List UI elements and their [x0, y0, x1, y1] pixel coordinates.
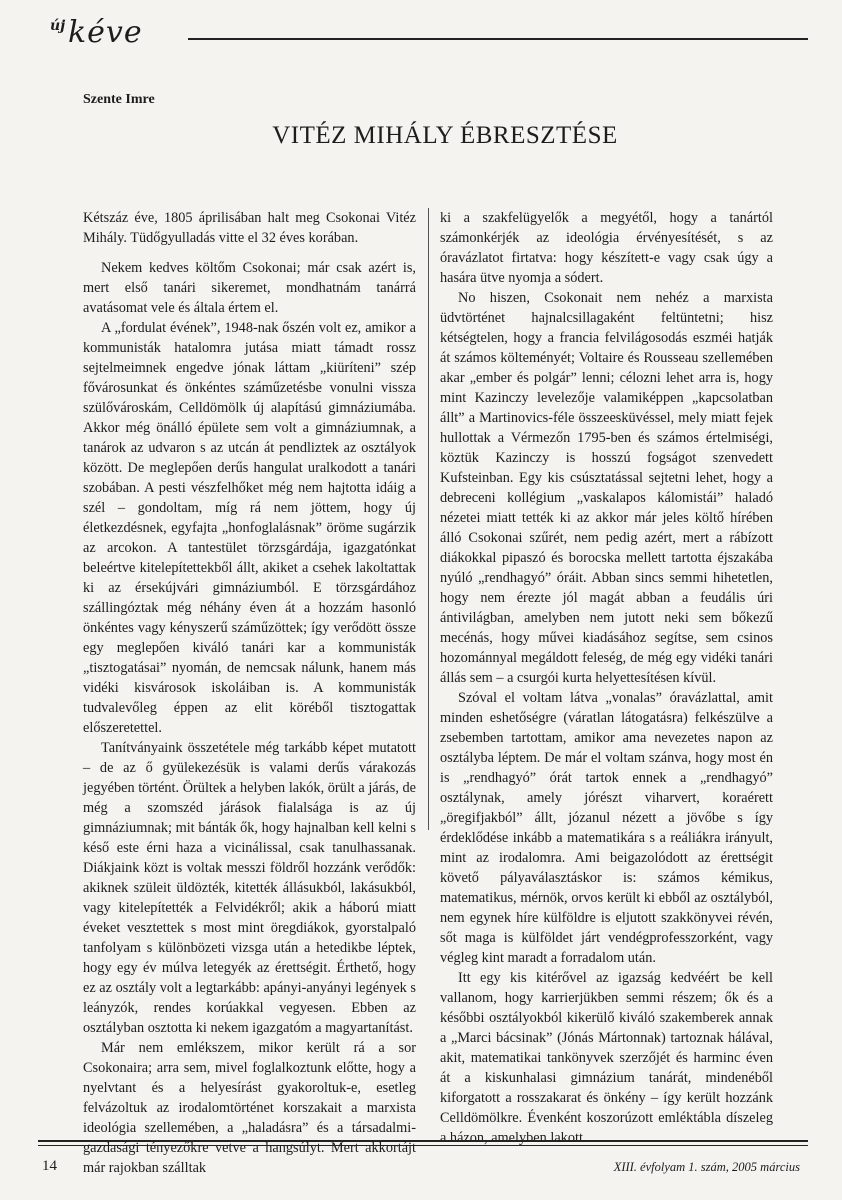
- right-column: [440, 208, 773, 1148]
- footer-rule: [38, 1140, 808, 1142]
- left-column: [83, 208, 416, 1178]
- paragraph: A „fordulat évének”, 1948-nak őszén volt ez, amikor a kommunisták hatalomra jutása miatt támadt rossz sejtelmeimnek engedve jónak láttam „kiüríteni” szép fővárosunkat és önkéntes száműzetésbe vonulni vissza szülővároskám, Celldömölk új alapítású gimnáziumába. Akkor még önálló épülete sem volt a gimnáziumnak, a tanárok az udvaron s az utcán át pendliztek az osztályok között. De meglepően derűs hangulat uralkodott a tanári szobában. A pesti vészfelhőket még nem hajtotta idáig a szél – gondoltam, míg rá nem jöttem, hogy új életkezdésnek, egyfajta „honfoglalásnak” öröme sugárzik az arcokon. A tantestület törzsgárdája, igazgatónkat beleértve kitelepítettekből állt, akiket a csehek lakoltattak ki az érsekújvári gimnáziumból. E törzsgárdához szállingóztak még néhány éven át a hozzám hasonló önkéntes vagy kényszerű száműzöttek; így verődött össze egy meglepően kiváló tanári kar a kommunisták „tisztogatásai” nyomán, de nemcsak nálunk, hanem más vidéki kisvárosok iskoláiban is. A kommunisták tudvalevőleg éppen az elit köréből tisztogattak előszeretettel.: [83, 320, 416, 736]
- paragraph: Nekem kedves költőm Csokonai; már csak azért is, mert első tanári sikeremet, mondhatnám tanárrá avatásomat vele és általa értem el.: [83, 260, 416, 316]
- article-title: VITÉZ MIHÁLY ÉBRESZTÉSE: [272, 122, 618, 149]
- paragraph: Már nem emlékszem, mikor került rá a sor Csokonaira; arra sem, mivel foglalkoztunk előtte, hogy a nyelvtant és a helyesírást gyakoroltuk-e, esetleg felvázoltuk az irodalomtörténet korszakait a marxista ideológia szellemében, a „haladásra” és a társadalmi-gazdasági tényezőkre vetve a hangsúlyt. Mert akkortájt már rajokban szálltak: [83, 1040, 416, 1176]
- issue-info: XIII. évfolyam 1. szám, 2005 március: [613, 1160, 800, 1174]
- paragraph: ki a szakfelügyelők a megyétől, hogy a tanártól számonkérjék az ideológia érvényesítését, s az óravázlatot firtatva: hogy készített-e vagy csak úgy a hasára ütve nyomja a sódert.: [440, 210, 773, 286]
- masthead-prefix: új: [50, 18, 66, 34]
- masthead-rule: [188, 38, 808, 40]
- footer-rule-thin: [38, 1145, 808, 1146]
- masthead-logo: kéve: [68, 15, 143, 50]
- paragraph: Szóval el voltam látva „vonalas” óravázlattal, amit minden eshetőségre (váratlan látogatásra) felkészülve a zsebemben tartottam, amikor ama nevezetes napon az osztályba léptem. De már el voltam szánva, hogy most én is „rendhagyó” órát tartok ennek a „rendhagyó” osztálynak, amely jórészt viharvert, koraérett „öregifjakból” állt, józanul nézett a jövőbe s így érdeklődése inkább a matematikára s a reáliákra irányult, mint az irodalomra. Ami beigazolódott az érettségit követő pályaválasztáskor is: számos kémikus, matematikus, mérnök, orvos került ki ebből az osztályból, nem egynek híre külföldre is eljutott szakkönyvei révén, sőt maga is külföldet járt vendégprofesszorként, vagy végleg kint maradt a forradalom után.: [440, 690, 773, 966]
- column-divider: [428, 208, 429, 830]
- paragraph: Kétszáz éve, 1805 áprilisában halt meg Csokonai Vitéz Mihály. Tüdőgyulladás vitte el 32 éves korában.: [83, 210, 416, 246]
- paragraph: Itt egy kis kitérővel az igazság kedvéért be kell vallanom, hogy karrierjükben semmi részem; ők és a későbbi osztályokból kikerülő kiváló szakemberek annak a „Marci bácsinak” (Jónás Mártonnak) tartoznak hálával, akit, matematikai tankönyvek szerzőjét és harminc éven át a kiskunhalasi gimnázium tanárát, mindenéből kiforgatott a rosszakarat és önkény – így került hozzánk Celldömölkre. Évenként koszorúzott emléktábla díszeleg a házon, amelyben lakott.: [440, 970, 773, 1146]
- article-author: Szente Imre: [83, 92, 155, 107]
- masthead: [38, 14, 808, 54]
- paragraph: No hiszen, Csokonait nem nehéz a marxista üdvtörténet hajnalcsillagaként feltüntetni; hisz kétségtelen, hogy a francia felvilágosodás eszméi hatják át számos költeményét; Voltaire és Rousseau szellemében akar „ember és polgár” lenni; célozni lehet arra is, hogy mint Kazinczy levelezője valamiképpen „kapcsolatban állt” a Martinovics-féle összeesküvéssel, mely miatt fejek hullottak a Vérmezőn 1795-ben és számos értelmiségi, köztük Kazinczy is hosszú fogságot szenvedett Kufsteinban. Egy kis csúsztatással sejtetni lehet, hogy a debreceni kollégium „vaskalapos kálomistái” haladó nézetei miatt tették ki az akkor már jeles költő hírében álló Csokonai szűrét, nem pedig azért, mert a rábízott diákokkal pipaszó és borocska mellett tartotta éjszakába nyúló „rendhagyó” óráit. Abban sincs semmi hihetetlen, hogy nem érezte jól magát abban a feudális úri ántivilágban, amelyben nem jutott neki sem bőkezű mecénás, hogy művei kiadásához segítse, sem csinos hozománnyal megáldott feleség, de még egy vidéki tanári állás sem – a csurgói kurta helyettesítésen kívül.: [440, 290, 773, 686]
- page-number: 14: [42, 1158, 57, 1174]
- paragraph: Tanítványaink összetétele még tarkább képet mutatott – de az ő gyülekezésük is valami derűs várakozás jegyében történt. Örültek a helyben lakók, örült a járás, de még a szomszéd járások fialalsága is az új gimnáziumnak; mit bánták ők, hogy hajnalban kell kelni s késő este érni haza a vicinálissal, csak tanulhassanak. Diákjaink közt is voltak messzi földről hozzánk verődők: akiknek szüleit üldözték, kitették állásukból, lakásukból, vagy kitelepítették a Felvidékről; akik a háború miatt éveket vesztettek s most mint öregdiákok, gyorstalpaló tanfolyam s különbözeti vizsga után a hetedikbe léptek, hogy egy év múlva letegyék az érettségit. Érthető, hogy ez az osztály volt a legtarkább: apányi-anyányi legények s leányzók, rendes korúakkal vegyesen. Ebben az osztályban osztotta ki nekem igazgatóm a magyartanítást.: [83, 740, 416, 1036]
